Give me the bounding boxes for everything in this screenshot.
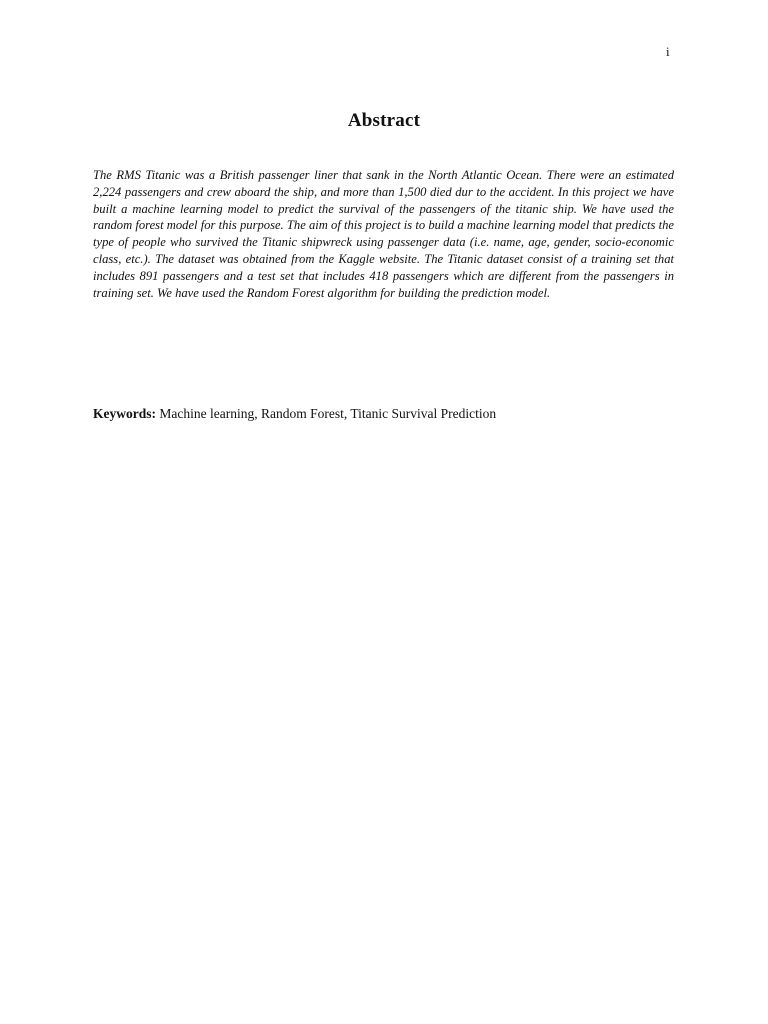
page-number: i — [666, 44, 670, 59]
keywords-label: Keywords: — [93, 406, 156, 421]
abstract-body: The RMS Titanic was a British passenger liner that sank in the North Atlantic Ocean. There were an estimated 2,224 passengers and crew aboard the ship, and more than 1,500 died dur to the accident. In this project we have built a machine learning model to predict the survival of the passengers of the titanic ship. We have used the random forest model for this purpose. The aim of this project is to build a machine learning model that predicts the type of people who survived the Titanic shipwreck using passenger data (i.e. name, age, gender, socio-economic class, etc.). The dataset was obtained from the Kaggle website. The Titanic dataset consist of a training set that includes 891 passengers and a test set that includes 418 passengers which are different from the passengers in training set. We have used the Random Forest algorithm for building the prediction model. — [93, 168, 674, 300]
abstract-heading: Abstract — [347, 110, 421, 131]
keywords-line — [93, 405, 674, 422]
keywords-value: Machine learning, Random Forest, Titanic Survival Prediction — [159, 406, 497, 421]
